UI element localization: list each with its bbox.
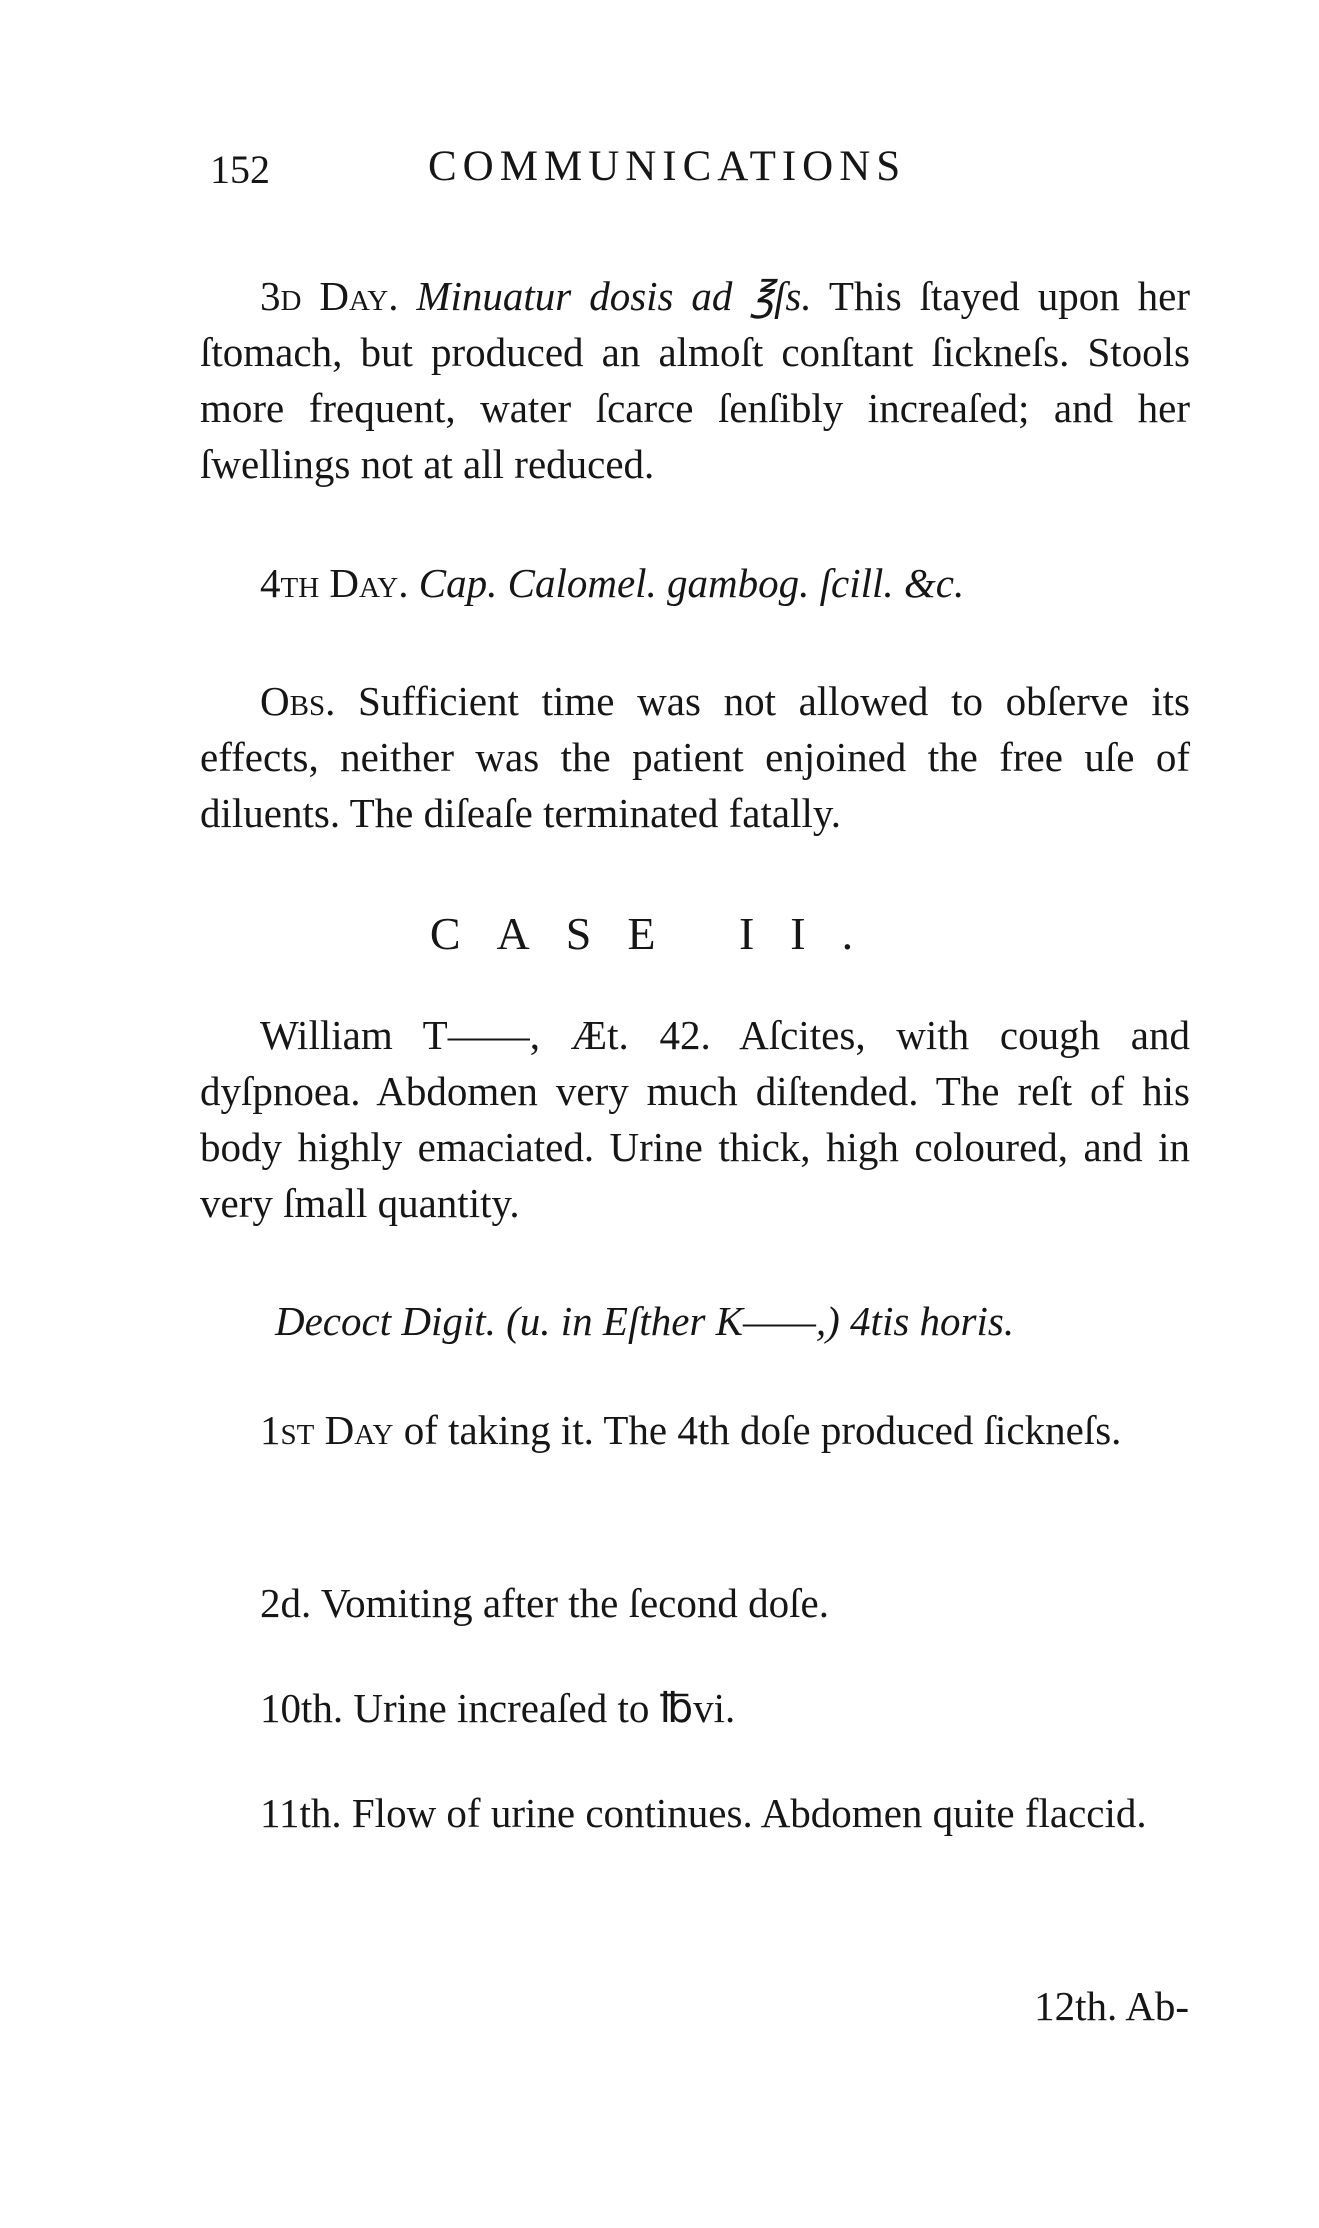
running-head: COMMUNICATIONS: [428, 143, 907, 190]
paragraph-tenth-day: [200, 1680, 1190, 1736]
obs-label: Obs.: [260, 678, 336, 724]
paragraph-text: This ſtayed upon her ſtomach, but produced an almoſt conſtant ſickneſs. Stools more frequent, water ſcarce ſenſibly increaſed; and her ſwellings not at all reduced.: [200, 273, 1190, 487]
paragraph-first-day: [200, 1402, 1190, 1458]
paragraph-text: William T——, Æt. 42. Aſcites, with cough and dyſpnoea. Abdomen very much diſtended. The reſt of his body highly emaciated. Urine thick, high coloured, and in very ſmall quantity.: [200, 1012, 1190, 1226]
paragraph-second-day: [200, 1575, 1190, 1631]
page-header: [200, 142, 1200, 202]
paragraph-text: 11th. Flow of urine continues. Abdomen quite flaccid.: [260, 1790, 1147, 1836]
paragraph-observation: [200, 673, 1190, 841]
case-heading: CASE II.: [429, 908, 890, 959]
paragraph-text: 10th. Urine increaſed to ℔vi.: [260, 1685, 736, 1731]
day-label: 1ſt Day: [260, 1407, 394, 1453]
prescription-decoction: Decoct Digit. (u. in Eſther K——,) 4tis horis.: [275, 1298, 1015, 1344]
prescription: Minuatur dosis ad ℥ſs.: [416, 273, 812, 319]
day-label: 3d Day.: [260, 273, 399, 319]
paragraph-day-4: [200, 555, 1190, 611]
paragraph-day-3: [200, 268, 1190, 492]
paragraph-eleventh-day: [200, 1785, 1190, 1841]
paragraph-text: Sufficient time was not allowed to obſerve its effects, neither was the patient enjoined the free uſe of diluents. The diſeaſe terminated fatally.: [200, 678, 1190, 836]
prescription: Cap. Calomel. gambog. ſcill. &c.: [418, 560, 965, 606]
catchword: 12th. Ab-: [1034, 1983, 1189, 2029]
paragraph-text: 2d. Vomiting after the ſecond doſe.: [260, 1580, 829, 1626]
day-label: 4th Day.: [260, 560, 409, 606]
page-number: 152: [210, 147, 270, 192]
paragraph-text: of taking it. The 4th doſe produced ſickneſs.: [403, 1407, 1122, 1453]
paragraph-case-2: [200, 1007, 1190, 1231]
